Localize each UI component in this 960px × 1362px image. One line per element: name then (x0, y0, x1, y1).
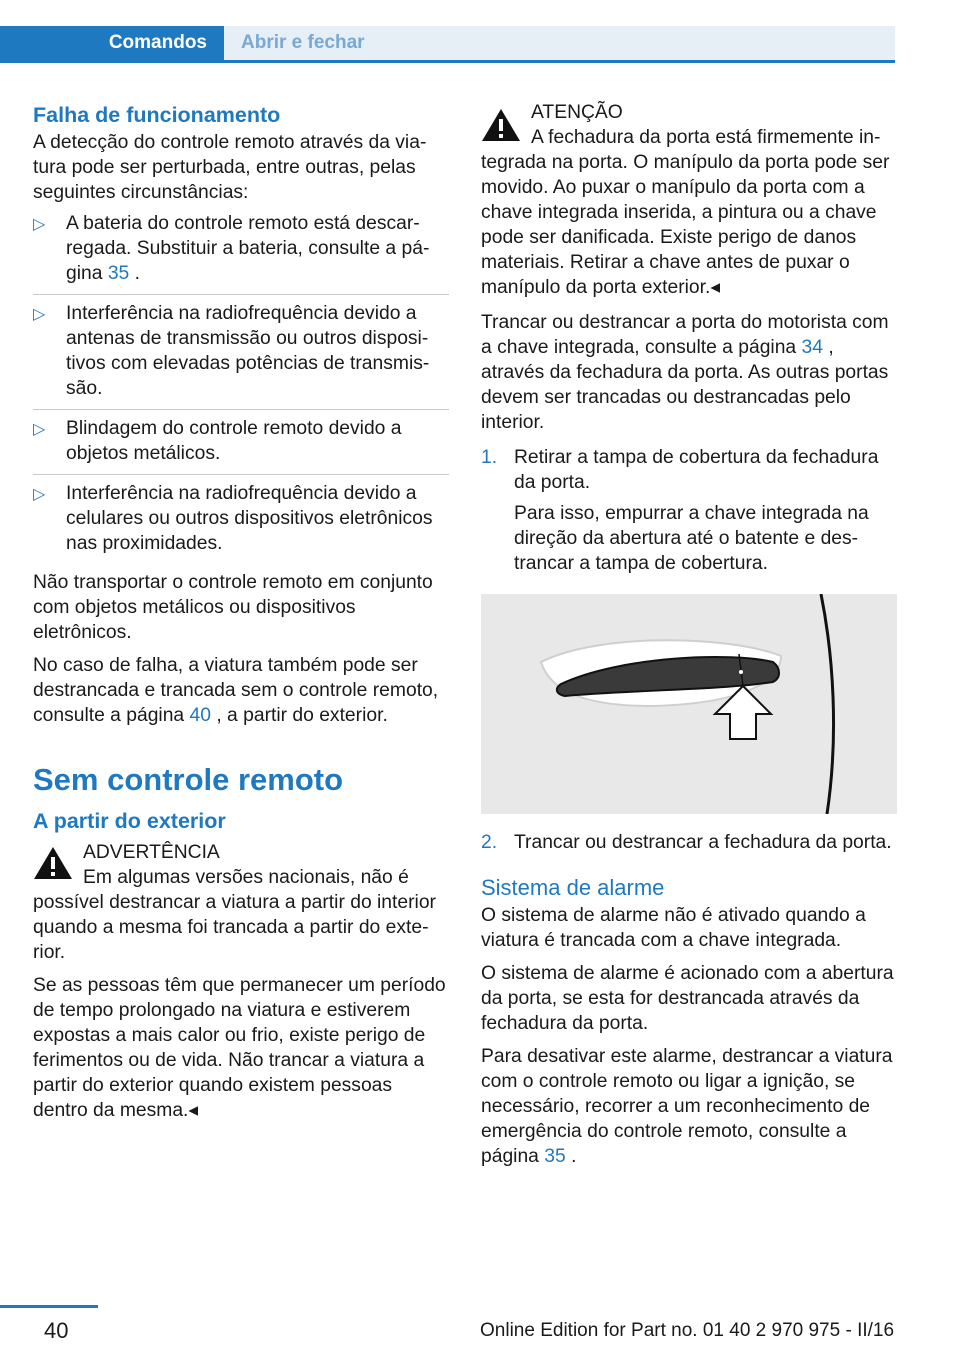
step-item: 2. Trancar ou destrancar a fechadura da porta. (481, 832, 892, 853)
heading-falha: Falha de funcionamento (33, 103, 281, 127)
step-number: 2. (481, 832, 498, 853)
alarm-text-1: O sistema de alarme não é ativado quando a viatura é trancada com a chave integrada. (481, 905, 866, 951)
attention-body: A fechadura da porta está firmemente integrada na porta. O manípulo da porta pode ser movido. Ao puxar o manípulo da porta com a chave integrada inserida, a pintura ou a chave pode ser danificada. Existe perigo de danos materiais. Retirar a chave antes de puxar o manípulo da porta exterior.◂ (481, 127, 890, 298)
triangle-bullet-icon: ▷ (33, 421, 46, 438)
warning-body: Em algumas versões nacionais, não é possível destrancar a viatura a partir do interior quando a mesma foi trancada a partir do exterior. (33, 867, 436, 963)
triangle-bullet-icon: ▷ (33, 306, 46, 323)
edition-text: Online Edition for Part no. 01 40 2 970 975 - II/16 (480, 1320, 895, 1341)
list-item: ▷ Blindagem do controle remoto devido a objetos metálicos. (33, 416, 449, 475)
warning-triangle-icon (33, 846, 73, 880)
steps-list (481, 445, 897, 576)
warning-title: ADVERTÊNCIA (83, 842, 220, 863)
list-item: ▷ Interferência na radiofrequência devido a antenas de transmissão ou outros dispositivos com elevadas potências de transmissão. (33, 301, 449, 410)
no-transport-text: Não transportar o controle remoto em conjunto com objetos metálicos ou dispositivos eletrônicos. (33, 572, 433, 643)
step-number: 1. (481, 447, 498, 468)
heading-sem-controle: Sem controle remoto (33, 762, 344, 797)
header-divider (0, 60, 895, 63)
page-link-34[interactable]: 34 (801, 337, 823, 358)
tab-abrir-e-fechar[interactable]: Abrir e fechar (224, 26, 895, 60)
step-detail: Para isso, empurrar a chave integrada na direção da abertura até o batente e destrancar a tampa de cobertura. (514, 503, 869, 574)
triangle-bullet-icon: ▷ (33, 486, 46, 503)
steps-list-2 (481, 830, 897, 855)
list-item: ▷ Interferência na radiofrequência devido a celulares ou outros dispositivos eletrônicos nas proximidades. (33, 483, 433, 554)
warning-block (33, 840, 449, 1123)
page-link-35[interactable]: 35 (544, 1146, 566, 1167)
falha-fallback-text: No caso de falha, a viatura também pode ser destrancada e trancada sem o controle remoto, consulte a página 40 , a partir do exterior. (33, 655, 439, 726)
heading-exterior: A partir do exterior (33, 809, 226, 833)
falha-intro: A detecção do controle remoto através da viatura pode ser perturbada, entre outras, pelas seguintes circunstâncias: (33, 132, 427, 203)
page-header (0, 0, 960, 62)
heading-alarme: Sistema de alarme (481, 875, 665, 900)
attention-block (481, 100, 897, 300)
warning-triangle-icon (481, 108, 521, 142)
right-column (481, 100, 897, 1169)
left-column (33, 100, 449, 1123)
step-item: 1. Retirar a tampa de cobertura da fechadura da porta. Para isso, empurrar a chave integrada na direção da abertura até o batente e destrancar a tampa de cobertura. (481, 445, 897, 576)
lock-instructions: Trancar ou destrancar a porta do motorista com a chave integrada, consulte a página 34 , através da fechadura da porta. As outras portas devem ser trancadas ou destrancadas pelo interior. (481, 312, 889, 433)
footer-divider (0, 1305, 98, 1308)
falha-list (33, 211, 449, 564)
attention-title: ATENÇÃO (531, 102, 623, 123)
list-item: ▷ A bateria do controle remoto está descarregada. Substituir a bateria, consulte a página 35 . (33, 211, 449, 295)
tab-comandos[interactable]: Comandos (0, 26, 224, 60)
alarm-text-2: O sistema de alarme é acionado com a abertura da porta, se esta for destrancada através da fechadura da porta. (481, 963, 894, 1034)
page-link-35[interactable]: 35 (107, 263, 130, 284)
triangle-bullet-icon: ▷ (33, 216, 46, 233)
page-number: 40 (44, 1318, 69, 1343)
door-handle-illustration (481, 594, 897, 814)
alarm-text-3: Para desativar este alarme, destrancar a viatura com o controle remoto ou ligar a ignição, se necessário, recorrer a um reconhecimento de emergência do controle remoto, consulte a página 35 . (481, 1046, 893, 1167)
warning-body-2: Se as pessoas têm que permanecer um período de tempo prolongado na viatura e estiverem expostas a mais calor ou frio, existe perigo de ferimentos ou de vida. Não trancar a viatura a partir do exterior quando existem pessoas dentro da mesma.◂ (33, 975, 446, 1121)
page-link-40[interactable]: 40 (189, 705, 211, 726)
